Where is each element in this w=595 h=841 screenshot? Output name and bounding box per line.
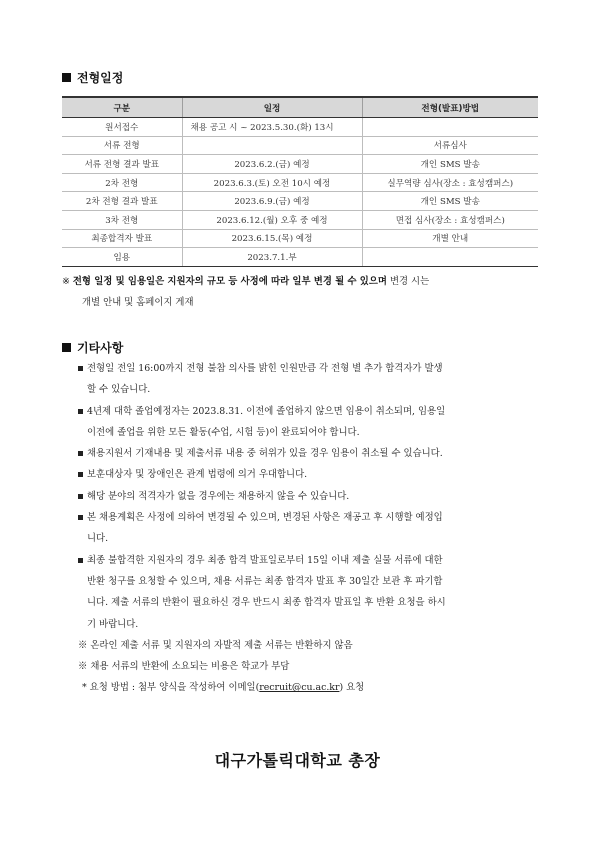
signature-title: 대구가톨릭대학교 총장 <box>214 751 381 770</box>
table-row <box>62 192 538 211</box>
list-item: 보훈대상자 및 장애인은 관계 법령에 의거 우대합니다. <box>78 464 544 485</box>
table-cell: 실무역량 심사(장소 : 효성캠퍼스) <box>362 173 538 192</box>
column-header: 일정 <box>182 97 362 118</box>
table-row <box>62 173 538 192</box>
email-link[interactable]: recruit@cu.ac.kr <box>259 682 340 694</box>
square-bullet-icon <box>78 494 83 499</box>
table-row <box>62 136 538 155</box>
note-text: 변경 시는 <box>386 276 430 287</box>
list-item: 채용지원서 기재내용 및 제출서류 내용 중 허위가 있을 경우 임용이 취소될 수 있습니다. <box>78 443 544 464</box>
list-item: 전형일 전일 16:00까지 전형 불참 의사를 밝힌 인원만큼 각 전형 별 추가 합격자가 발생 할 수 있습니다. <box>78 358 544 401</box>
square-bullet-icon <box>78 409 83 414</box>
list-item: 본 채용계획은 사정에 의하여 변경될 수 있으며, 변경된 사항은 재공고 후 시행할 예정입 니다. <box>78 507 544 550</box>
square-bullet-icon <box>78 451 83 456</box>
table-cell: 서류 전형 결과 발표 <box>62 155 182 174</box>
table-row <box>62 210 538 229</box>
table-cell <box>362 248 538 267</box>
table-row <box>62 229 538 248</box>
table-cell: 개인 SMS 발송 <box>362 155 538 174</box>
square-bullet-icon <box>78 472 83 477</box>
schedule-section-title: 전형일정 <box>62 69 123 86</box>
square-bullet-icon <box>78 515 83 520</box>
list-item: 4년제 대학 졸업예정자는 2023.8.31. 이전에 졸업하지 않으면 임용이 취소되며, 임용일 이전에 졸업을 위한 모든 활동(수업, 시험 등)이 완료되어야 합니다. <box>78 401 544 444</box>
column-header: 구분 <box>62 97 182 118</box>
table-cell: 최종합격자 발표 <box>62 229 182 248</box>
table-cell: 개별 안내 <box>362 229 538 248</box>
column-header: 전형(발표)방법 <box>362 97 538 118</box>
square-bullet-icon <box>78 558 83 563</box>
table-cell: 2023.6.12.(월) 오후 중 예정 <box>182 210 362 229</box>
note-bold-text: 전형 일정 및 임용일은 지원자의 규모 등 사정에 따라 일부 변경 될 수 있으며 <box>72 276 387 287</box>
square-bullet-icon <box>62 343 71 352</box>
schedule-table <box>62 96 538 267</box>
square-bullet-icon <box>62 73 71 82</box>
table-cell: 3차 전형 <box>62 210 182 229</box>
table-cell: 채용 공고 시 ~ 2023.5.30.(화) 13시 <box>182 118 362 137</box>
table-cell <box>362 118 538 137</box>
table-cell: 서류 전형 <box>62 136 182 155</box>
table-cell: 2차 전형 결과 발표 <box>62 192 182 211</box>
sub-note: ※ 온라인 제출 서류 및 지원자의 자발적 제출 서류는 반환하지 않음 <box>78 639 353 651</box>
table-row <box>62 248 538 267</box>
table-cell: 면접 심사(장소 : 효성캠퍼스) <box>362 210 538 229</box>
table-cell: 2023.7.1.부 <box>182 248 362 267</box>
table-cell: 임용 <box>62 248 182 267</box>
table-cell: 서류심사 <box>362 136 538 155</box>
request-method-note: * 요청 방법 : 첨부 양식을 작성하여 이메일(recruit@cu.ac.kr) 요청 <box>82 682 365 694</box>
table-cell: 2023.6.15.(목) 예정 <box>182 229 362 248</box>
table-cell: 원서접수 <box>62 118 182 137</box>
sub-note: ※ 채용 서류의 반환에 소요되는 비용은 학교가 부담 <box>78 661 290 673</box>
table-cell: 2023.6.3.(토) 오전 10시 예정 <box>182 173 362 192</box>
table-cell: 2차 전형 <box>62 173 182 192</box>
reference-mark: ※ <box>62 276 70 287</box>
table-cell: 2023.6.9.(금) 예정 <box>182 192 362 211</box>
table-row <box>62 155 538 174</box>
other-section-title: 기타사항 <box>62 339 123 356</box>
table-header-row <box>62 97 538 118</box>
table-cell <box>182 136 362 155</box>
notice-list <box>78 358 544 699</box>
schedule-note <box>62 271 542 313</box>
list-item: 해당 분야의 적격자가 없을 경우에는 채용하지 않을 수 있습니다. <box>78 486 544 507</box>
note-text-line2: 개별 안내 및 홈페이지 게재 <box>82 297 194 308</box>
table-cell: 개인 SMS 발송 <box>362 192 538 211</box>
table-row <box>62 118 538 137</box>
square-bullet-icon <box>78 366 83 371</box>
list-item: 최종 불합격한 지원자의 경우 최종 합격 발표일로부터 15일 이내 제출 실물 서류에 대한 반환 청구를 요청할 수 있으며, 채용 서류는 최종 합격자 발표 후 30일간 보관 후 파기합 니다. 제출 서류의 반환이 필요하신 경우 반드시 최종 합격자 발표일 후 반환 요청을 하시 기 바랍니다. <box>78 550 544 635</box>
table-cell: 2023.6.2.(금) 예정 <box>182 155 362 174</box>
